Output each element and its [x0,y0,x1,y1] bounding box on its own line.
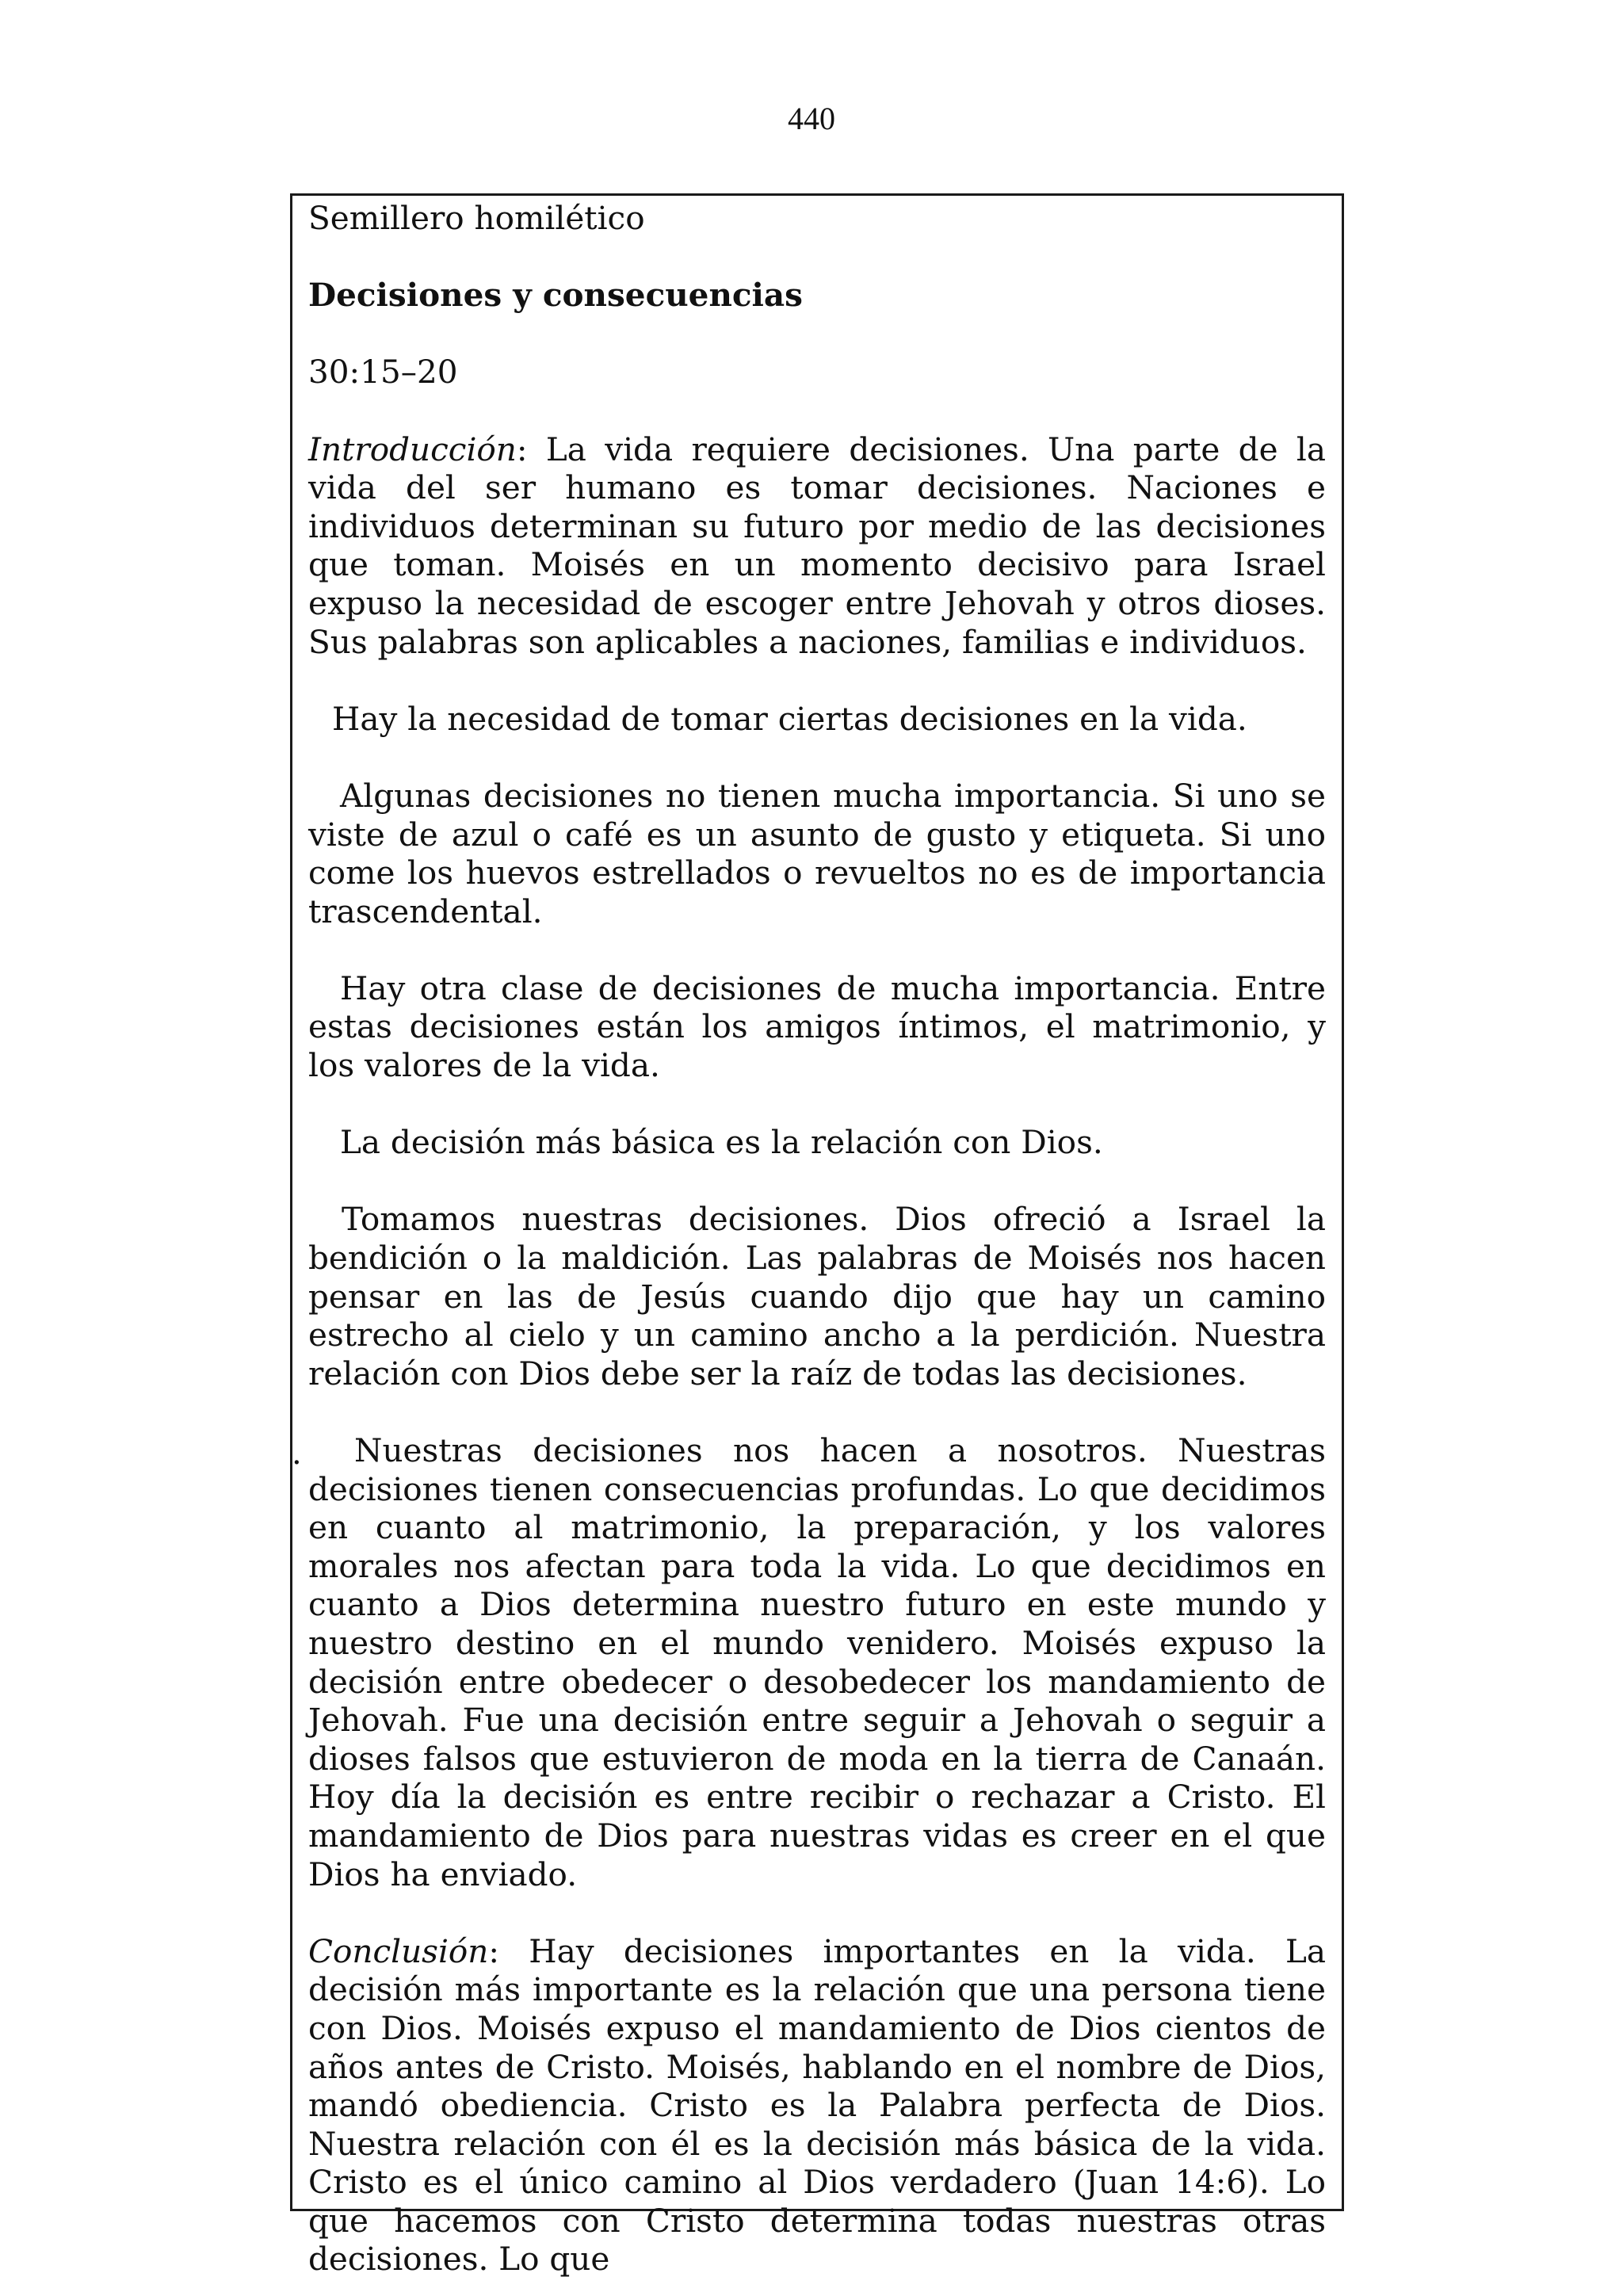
stray-mark: . [292,1435,302,1472]
point-paragraph: Tomamos nuestras decisiones. Dios ofreció a Israel la bendición o la maldición. Las palabras de Moisés nos hacen pensar en las de Jesús cuando dijo que hay un camino estrecho al cielo y un camino ancho a la perdición. Nuestra relación con Dios debe ser la raíz de todas las decisiones. [308,1200,1326,1392]
point-paragraph: Hay otra clase de decisiones de mucha importancia. Entre estas decisiones están los amigos íntimos, el matrimonio, y los valores de la vida. [308,968,1326,1085]
scripture-reference: 30:15–20 [308,353,458,392]
series-label: Semillero homilético [308,199,645,237]
point-paragraph: La decisión más básica es la relación con Dios. [340,1123,1103,1162]
conclusion-label: Conclusión [308,1931,489,1970]
conclusion-text: : Hay decisiones importantes en la vida. La decisión más importante es la relación que una persona tiene con Dios. Moisés expuso el mandamiento de Dios cientos de años antes de Cristo. Moisés, hablando en el nombre de Dios, mandó obediencia. Cristo es la Palabra perfecta de Dios. Nuestra relación con él es la decisión más básica de la vida. Cristo es el único camino al Dios verdadero (Juan 14:6). Lo que hacemos con Cristo determina todas nuestras otras decisiones. Lo que [308,1931,1326,2279]
introduction-label: Introducción [308,430,517,468]
point-paragraph: Algunas decisiones no tienen mucha importancia. Si uno se viste de azul o café es un asunto de gusto y etiqueta. Si uno come los huevos estrellados o revueltos no es de importancia trascendental. [308,776,1326,930]
sermon-title: Decisiones y consecuencias [308,276,803,315]
point-paragraph: Hay la necesidad de tomar ciertas decisiones en la vida. [332,699,1247,738]
homiletic-seed-box [290,193,1344,2279]
introduction-text: : La vida requiere decisiones. Una parte de la vida del ser humano es tomar decisiones. Naciones e individuos determinan su futuro por medio de las decisiones que toman. Moisés en un momento decisivo para Israel expuso la necesidad de escoger entre Jehovah y otros dioses. Sus palabras son aplicables a naciones, familias e individuos. [308,430,1326,661]
introduction-paragraph [308,430,1326,662]
point-paragraph: Nuestras decisiones nos hacen a nosotros. Nuestras decisiones tienen consecuencias profundas. Lo que decidimos en cuanto al matrimonio, la preparación, y los valores morales nos afectan para toda la vida. Lo que decidimos en cuanto a Dios determina nuestro futuro en este mundo y nuestro destino en el mundo venidero. Moisés expuso la decisión entre obedecer o desobedecer los mandamiento de Jehovah. Fue una decisión entre seguir a Jehovah o seguir a dioses falsos que estuvieron de moda en la tierra de Canaán. Hoy día la decisión es entre recibir o rechazar a Cristo. El mandamiento de Dios para nuestras vidas es creer en el que Dios ha enviado. [308,1431,1326,1893]
conclusion-paragraph [308,1932,1326,2279]
page-number: 440 [788,101,835,136]
